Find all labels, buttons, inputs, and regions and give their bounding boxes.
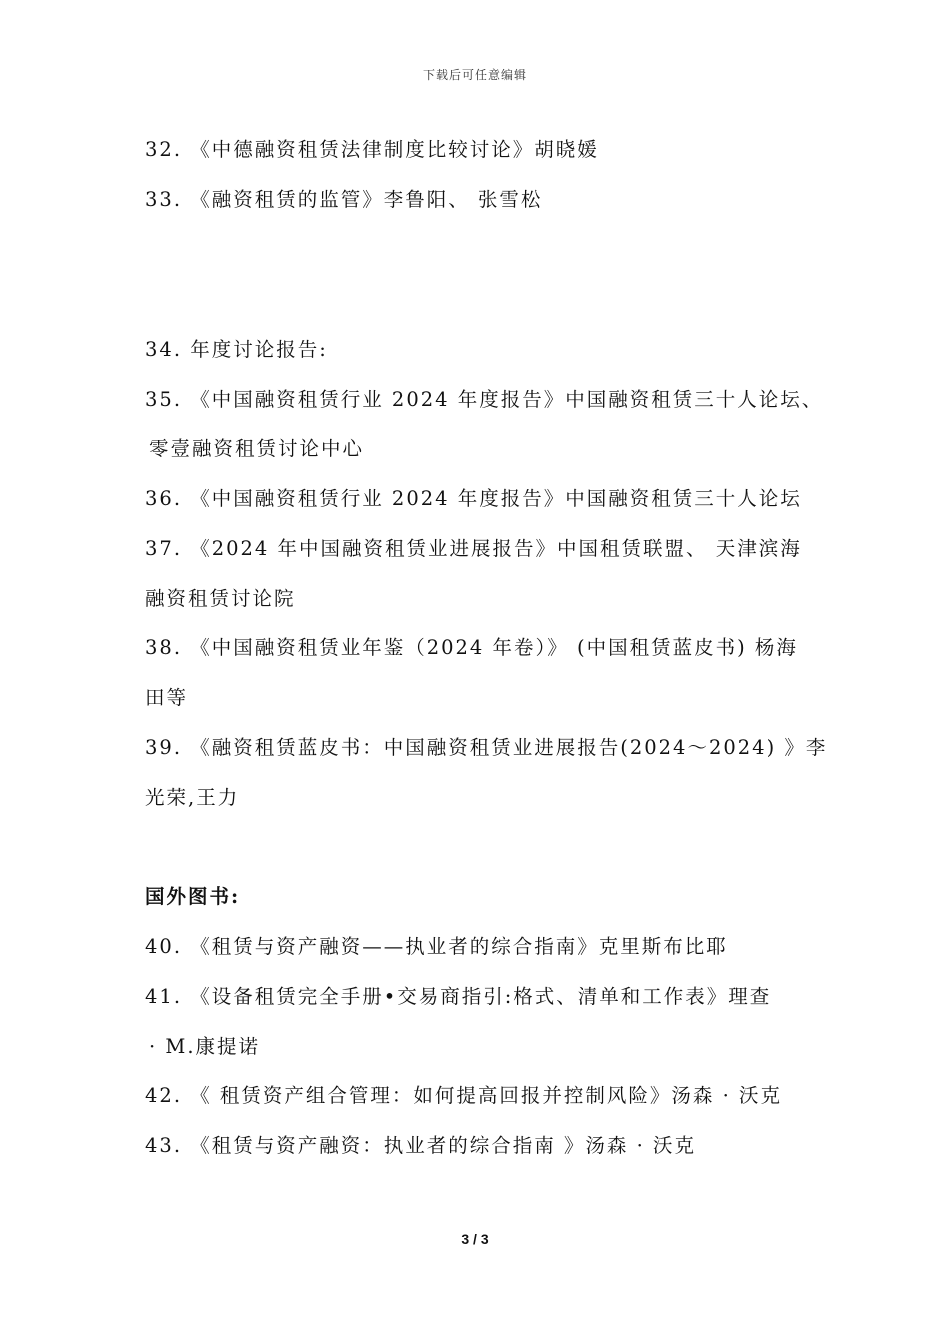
reference-line-43: 43. 《租赁与资产融资：执业者的综合指南 》汤森 · 沃克 (145, 1134, 697, 1157)
section-heading-foreign-books: 国外图书: (145, 885, 241, 908)
reference-line-39-cont: 光荣,王力 (145, 786, 240, 809)
reference-line-41-cont: · M.康提诺 (149, 1035, 261, 1058)
reference-line-41: 41. 《设备租赁完全手册•交易商指引:格式、清单和工作表》理查 (145, 985, 772, 1008)
reference-line-39: 39. 《融资租赁蓝皮书：中国融资租赁业进展报告(2024～2024) 》李 (145, 736, 828, 759)
reference-line-36: 36. 《中国融资租赁行业 2024 年度报告》中国融资租赁三十人论坛 (145, 487, 802, 510)
reference-line-34: 34. 年度讨论报告: (145, 338, 328, 361)
reference-line-33: 33. 《融资租赁的监管》李鲁阳、 张雪松 (145, 188, 543, 211)
page-header: 下载后可任意编辑 (422, 68, 527, 82)
reference-line-35: 35. 《中国融资租赁行业 2024 年度报告》中国融资租赁三十人论坛、 (145, 388, 824, 411)
reference-line-37-cont: 融资租赁讨论院 (145, 587, 296, 610)
reference-line-35-cont: 零壹融资租赁讨论中心 (149, 437, 365, 460)
reference-line-40: 40. 《租赁与资产融资——执业者的综合指南》克里斯布比耶 (145, 935, 728, 958)
page-number: 3 / 3 (461, 1231, 489, 1247)
reference-line-38: 38. 《中国融资租赁业年鉴（2024 年卷）》 (中国租赁蓝皮书) 杨海 (145, 636, 798, 659)
reference-line-37: 37. 《2024 年中国融资租赁业进展报告》中国租赁联盟、 天津滨海 (145, 537, 802, 560)
reference-line-38-cont: 田等 (145, 686, 189, 709)
reference-line-42: 42. 《 租赁资产组合管理：如何提高回报并控制风险》汤森 · 沃克 (145, 1084, 783, 1107)
reference-line-32: 32. 《中德融资租赁法律制度比较讨论》胡晓媛 (145, 138, 599, 161)
